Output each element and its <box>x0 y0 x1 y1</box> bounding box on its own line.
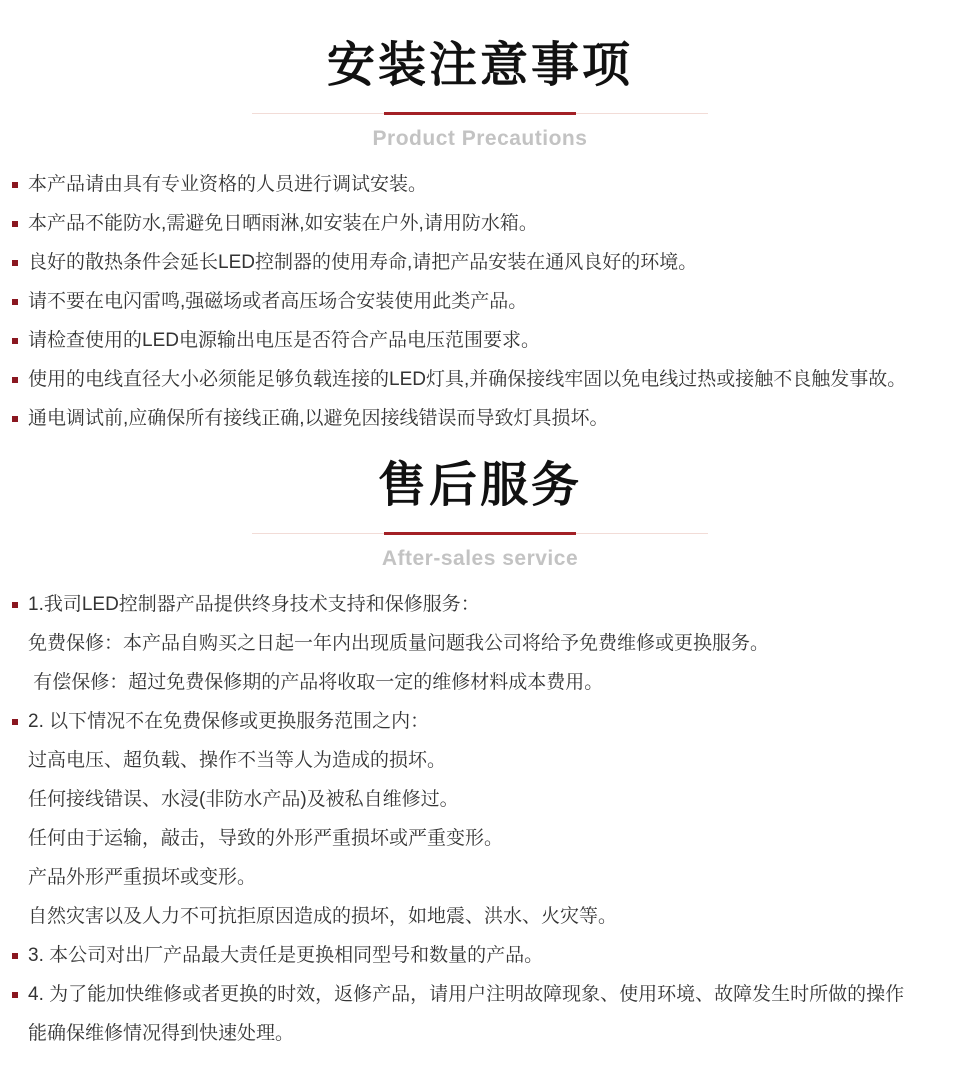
list-item-continuation-line <box>12 819 948 858</box>
list-item-text: 本产品不能防水,需避免日晒雨淋,如安装在户外,请用防水箱。 <box>28 213 538 234</box>
section-divider <box>252 532 708 535</box>
bullet-square-icon <box>12 992 18 998</box>
list-item-continuation-line <box>12 1014 948 1053</box>
divider-accent <box>384 112 576 115</box>
list-item-text: 3. 本公司对出厂产品最大责任是更换相同型号和数量的产品。 <box>28 945 544 966</box>
list-item <box>12 702 948 936</box>
list-item-text: 使用的电线直径大小必须能足够负载连接的LED灯具,并确保接线牢固以免电线过热或接触不良触发事故。 <box>28 369 907 390</box>
section-installation-precautions <box>12 34 948 438</box>
divider-accent <box>384 532 576 535</box>
bullet-square-icon <box>12 602 18 608</box>
section-subtitle: Product Precautions <box>372 127 588 150</box>
list-item-line <box>12 936 948 975</box>
list-item <box>12 165 948 204</box>
list-item-line <box>12 243 948 282</box>
list-item <box>12 360 948 399</box>
list-item-text: 1.我司LED控制器产品提供终身技术支持和保修服务： <box>28 594 480 615</box>
bullet-square-icon <box>12 377 18 383</box>
list-item-text: 任何接线错误、水浸(非防水产品)及被私自维修过。 <box>28 789 459 810</box>
list-item-text: 免费保修：本产品自购买之日起一年内出现质量问题我公司将给予免费维修或更换服务。 <box>28 633 770 654</box>
list-item-line <box>12 702 948 741</box>
section-divider <box>252 112 708 115</box>
bullet-square-icon <box>12 953 18 959</box>
list-item-line <box>12 360 948 399</box>
section-title: 售后服务 <box>377 459 582 512</box>
list-item-text: 请检查使用的LED电源输出电压是否符合产品电压范围要求。 <box>28 330 540 351</box>
list-item-line <box>12 321 948 360</box>
list-item-text: 产品外形严重损坏或变形。 <box>28 867 257 888</box>
list-item-line <box>12 399 948 438</box>
list-item-line <box>12 585 948 624</box>
list-item-text: 良好的散热条件会延长LED控制器的使用寿命,请把产品安装在通风良好的环境。 <box>28 252 698 273</box>
list-item-continuation-line <box>12 858 948 897</box>
list-item-line <box>12 282 948 321</box>
list-item-text: 有偿保修：超过免费保修期的产品将收取一定的维修材料成本费用。 <box>28 672 604 693</box>
list-item-continuation-line <box>12 624 948 663</box>
list-item <box>12 321 948 360</box>
list-item-continuation-line <box>12 663 948 702</box>
bullet-square-icon <box>12 338 18 344</box>
bullet-square-icon <box>12 260 18 266</box>
list-item <box>12 936 948 975</box>
list-item-continuation-line <box>12 897 948 936</box>
section-title: 安装注意事项 <box>326 39 633 92</box>
list-item-text: 本产品请由具有专业资格的人员进行调试安装。 <box>28 174 428 195</box>
list-item <box>12 585 948 702</box>
list-item <box>12 975 948 1053</box>
list-item-text: 2. 以下情况不在免费保修或更换服务范围之内： <box>28 711 430 732</box>
bullet-square-icon <box>12 299 18 305</box>
list-item-continuation-line <box>12 741 948 780</box>
list-item-text: 请不要在电闪雷鸣,强磁场或者高压场合安装使用此类产品。 <box>28 291 528 312</box>
list-item <box>12 282 948 321</box>
bullet-square-icon <box>12 719 18 725</box>
list-item-text: 能确保维修情况得到快速处理。 <box>28 1023 295 1044</box>
bullet-square-icon <box>12 182 18 188</box>
list-item <box>12 243 948 282</box>
list-item-continuation-line <box>12 780 948 819</box>
precaution-list <box>12 165 948 438</box>
list-item <box>12 204 948 243</box>
list-item <box>12 399 948 438</box>
section-after-sales-service <box>12 454 948 1053</box>
list-item-line <box>12 204 948 243</box>
list-item-text: 4. 为了能加快维修或者更换的时效，返修产品，请用户注明故障现象、使用环境、故障发生时所做的操作 <box>28 984 905 1005</box>
list-item-line <box>12 165 948 204</box>
section-subtitle: After-sales service <box>381 547 579 570</box>
bullet-square-icon <box>12 416 18 422</box>
list-item-text: 任何由于运输，敲击，导致的外形严重损坏或严重变形。 <box>28 828 504 849</box>
list-item-text: 通电调试前,应确保所有接线正确,以避免因接线错误而导致灯具损坏。 <box>28 408 609 429</box>
list-item-text: 过高电压、超负载、操作不当等人为造成的损坏。 <box>28 750 447 771</box>
bullet-square-icon <box>12 221 18 227</box>
list-item-line <box>12 975 948 1014</box>
service-list <box>12 585 948 1053</box>
list-item-text: 自然灾害以及人力不可抗拒原因造成的损坏，如地震、洪水、火灾等。 <box>28 906 618 927</box>
